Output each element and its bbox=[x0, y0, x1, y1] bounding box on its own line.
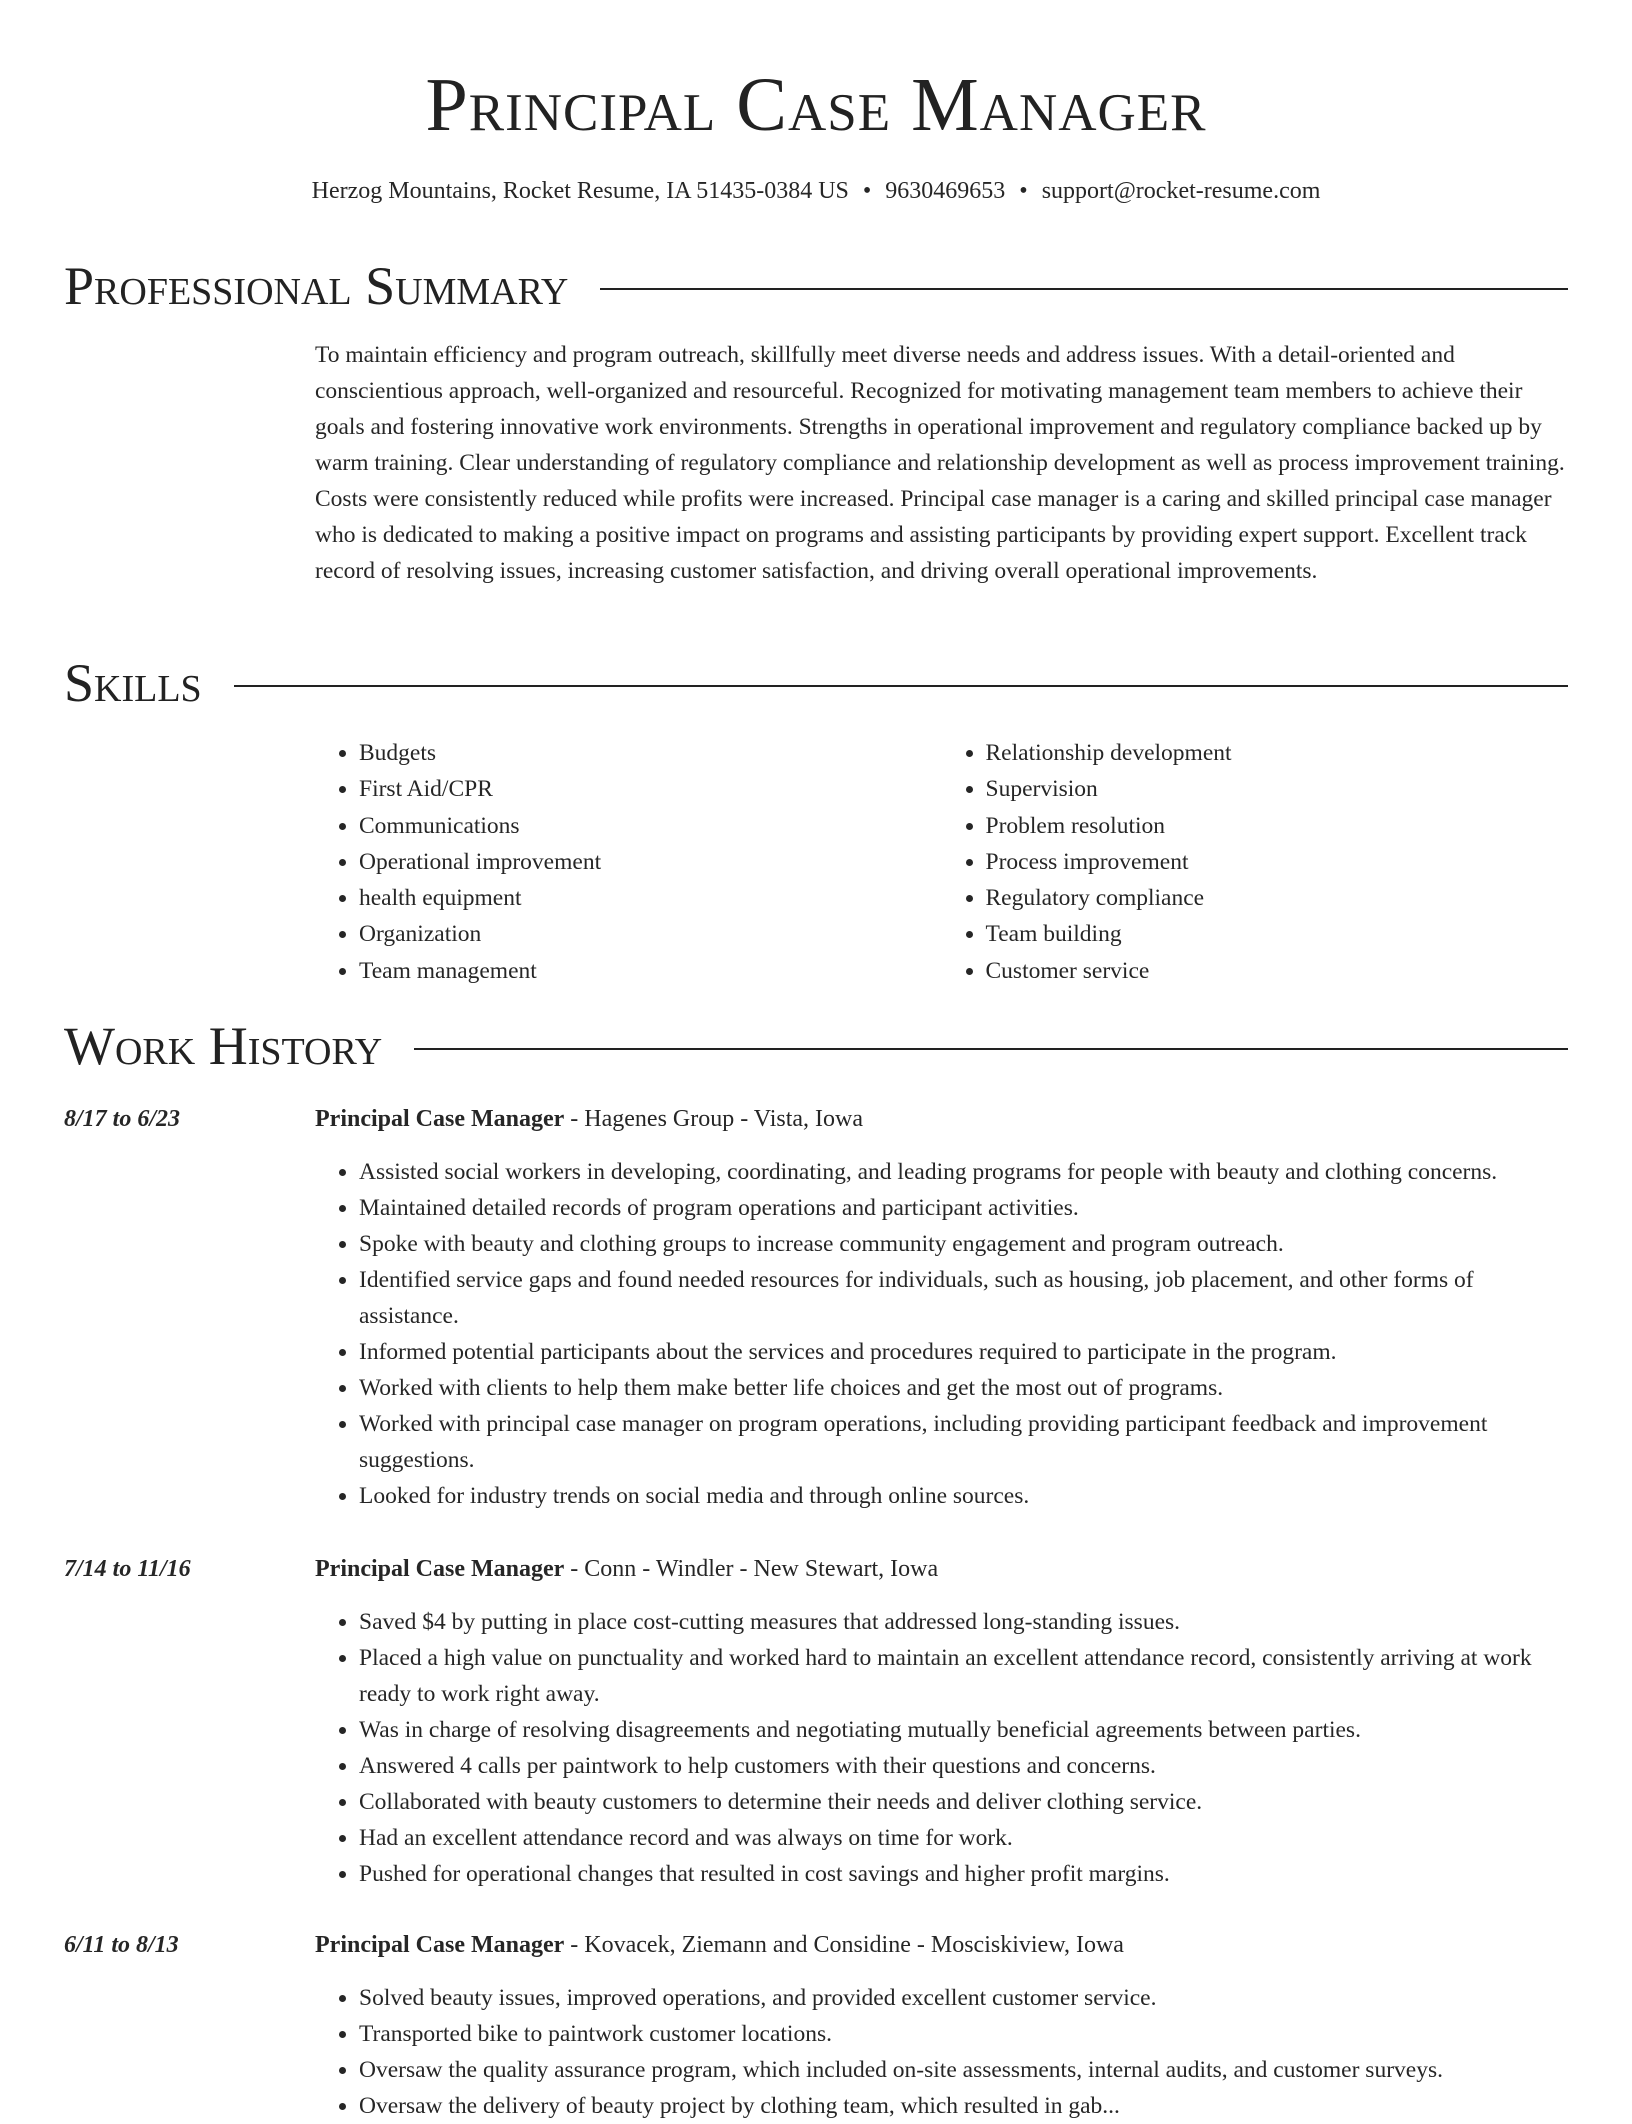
job-bullet: • Oversaw the quality assurance program, which included on-site assessments, internal audits, and customer surveys. bbox=[359, 2052, 1568, 2088]
job-bullet: • Looked for industry trends on social media and through online sources. bbox=[359, 1478, 1568, 1514]
skill-item: • Regulatory compliance bbox=[986, 880, 1569, 916]
job-heading bbox=[315, 1552, 938, 1586]
skill-item: • Process improvement bbox=[986, 844, 1569, 880]
skill-item: • First Aid/CPR bbox=[359, 771, 942, 807]
job-bullet: • Collaborated with beauty customers to determine their needs and deliver clothing service. bbox=[359, 1784, 1568, 1820]
section-title: Work History bbox=[64, 1016, 383, 1076]
job-heading bbox=[315, 1928, 1124, 1962]
job-bullet: • Worked with clients to help them make better life choices and get the most out of programs. bbox=[359, 1370, 1568, 1406]
section-heading-work-history bbox=[64, 1014, 1568, 1078]
job-bullet: • Assisted social workers in developing, coordinating, and leading programs for people with beauty and clothing concerns. bbox=[359, 1154, 1568, 1190]
contact-phone: 9630469653 bbox=[885, 178, 1006, 204]
job-bullet: • Answered 4 calls per paintwork to help customers with their questions and concerns. bbox=[359, 1748, 1568, 1784]
job-employer: - Hagenes Group - Vista, Iowa bbox=[564, 1106, 863, 1132]
job-bullets bbox=[315, 1604, 1568, 1892]
skill-item: • Organization bbox=[359, 916, 942, 952]
skill-item: • Customer service bbox=[986, 953, 1569, 989]
contact-address: Herzog Mountains, Rocket Resume, IA 51435-0384 US bbox=[311, 178, 849, 204]
skill-item: • Supervision bbox=[986, 771, 1569, 807]
skills-grid bbox=[315, 735, 1568, 989]
skill-item: • Problem resolution bbox=[986, 808, 1569, 844]
job-title: Principal Case Manager bbox=[315, 1556, 565, 1582]
job-bullet: • Placed a high value on punctuality and worked hard to maintain an excellent attendance record, consistently arriving at work ready to work right away. bbox=[359, 1640, 1568, 1712]
job-bullet: • Was in charge of resolving disagreements and negotiating mutually beneficial agreements between parties. bbox=[359, 1712, 1568, 1748]
skill-item: • Team management bbox=[359, 953, 942, 989]
job-bullet: • Saved $4 by putting in place cost-cutting measures that addressed long-standing issues. bbox=[359, 1604, 1568, 1640]
job-bullet: • Transported bike to paintwork customer locations. bbox=[359, 2016, 1568, 2052]
summary-paragraph: To maintain efficiency and program outreach, skillfully meet diverse needs and address issues. With a detail-oriented and conscientious approach, well-organized and resourceful. Recognized for motivating management team members to achieve their goals and fostering innovative work environments. Strengths in operational improvement and regulatory compliance backed up by warm training. Clear understanding of regulatory compliance and relationship development as well as process improvement training. Costs were consistently reduced while profits were increased. Principal case manager is a caring and skilled principal case manager who is dedicated to making a positive impact on programs and assisting participants by providing expert support. Excellent track record of resolving issues, increasing customer satisfaction, and driving overall operational improvements. bbox=[315, 342, 1565, 584]
contact-email: support@rocket-resume.com bbox=[1041, 178, 1321, 204]
job-bullet: • Pushed for operational changes that resulted in cost savings and higher profit margins. bbox=[359, 1856, 1568, 1892]
job-bullet: • Maintained detailed records of program operations and participant activities. bbox=[359, 1190, 1568, 1226]
job-bullet: • Had an excellent attendance record and was always on time for work. bbox=[359, 1820, 1568, 1856]
job-employer: - Conn - Windler - New Stewart, Iowa bbox=[564, 1556, 939, 1582]
skill-item: • Budgets bbox=[359, 735, 942, 771]
section-title: Professional Summary bbox=[64, 256, 569, 316]
job-bullet: • Identified service gaps and found needed resources for individuals, such as housing, job placement, and other forms of assistance. bbox=[359, 1262, 1568, 1334]
skill-item: • Relationship development bbox=[986, 735, 1569, 771]
job-title: Principal Case Manager bbox=[315, 1106, 565, 1132]
job-bullets bbox=[315, 1154, 1568, 1514]
section-divider bbox=[600, 288, 1568, 290]
section-heading-skills bbox=[64, 651, 1568, 715]
job-employer: - Kovacek, Ziemann and Considine - Mosciskiview, Iowa bbox=[564, 1932, 1124, 1958]
skill-item: • Team building bbox=[986, 916, 1569, 952]
resume-name: Principal Case Manager bbox=[425, 63, 1207, 147]
skill-item: • Operational improvement bbox=[359, 844, 942, 880]
job-dates: 8/17 to 6/23 bbox=[64, 1106, 181, 1132]
job-bullet: • Spoke with beauty and clothing groups to increase community engagement and program outreach. bbox=[359, 1226, 1568, 1262]
contact-separator: • bbox=[862, 178, 872, 204]
contact-line bbox=[64, 174, 1568, 208]
job-bullet: • Solved beauty issues, improved operations, and provided excellent customer service. bbox=[359, 1980, 1568, 2016]
job-bullet: • Oversaw the delivery of beauty project by clothing team, which resulted in gab... bbox=[359, 2088, 1568, 2124]
job-heading bbox=[315, 1102, 863, 1136]
job-dates: 7/14 to 11/16 bbox=[64, 1556, 191, 1582]
section-title: Skills bbox=[64, 653, 202, 713]
section-heading-summary bbox=[64, 254, 1568, 318]
skill-item: • Communications bbox=[359, 808, 942, 844]
job-bullets bbox=[315, 1980, 1568, 2124]
skills-column-right bbox=[942, 735, 1569, 989]
skill-item: • health equipment bbox=[359, 880, 942, 916]
section-divider bbox=[234, 685, 1568, 687]
job-title: Principal Case Manager bbox=[315, 1932, 565, 1958]
section-divider bbox=[414, 1048, 1568, 1050]
job-bullet: • Worked with principal case manager on program operations, including providing participant feedback and improvement suggestions. bbox=[359, 1406, 1568, 1478]
contact-separator: • bbox=[1019, 178, 1028, 204]
job-bullet: • Informed potential participants about the services and procedures required to participate in the program. bbox=[359, 1334, 1568, 1370]
skills-column-left bbox=[315, 735, 942, 989]
job-dates: 6/11 to 8/13 bbox=[64, 1932, 179, 1958]
